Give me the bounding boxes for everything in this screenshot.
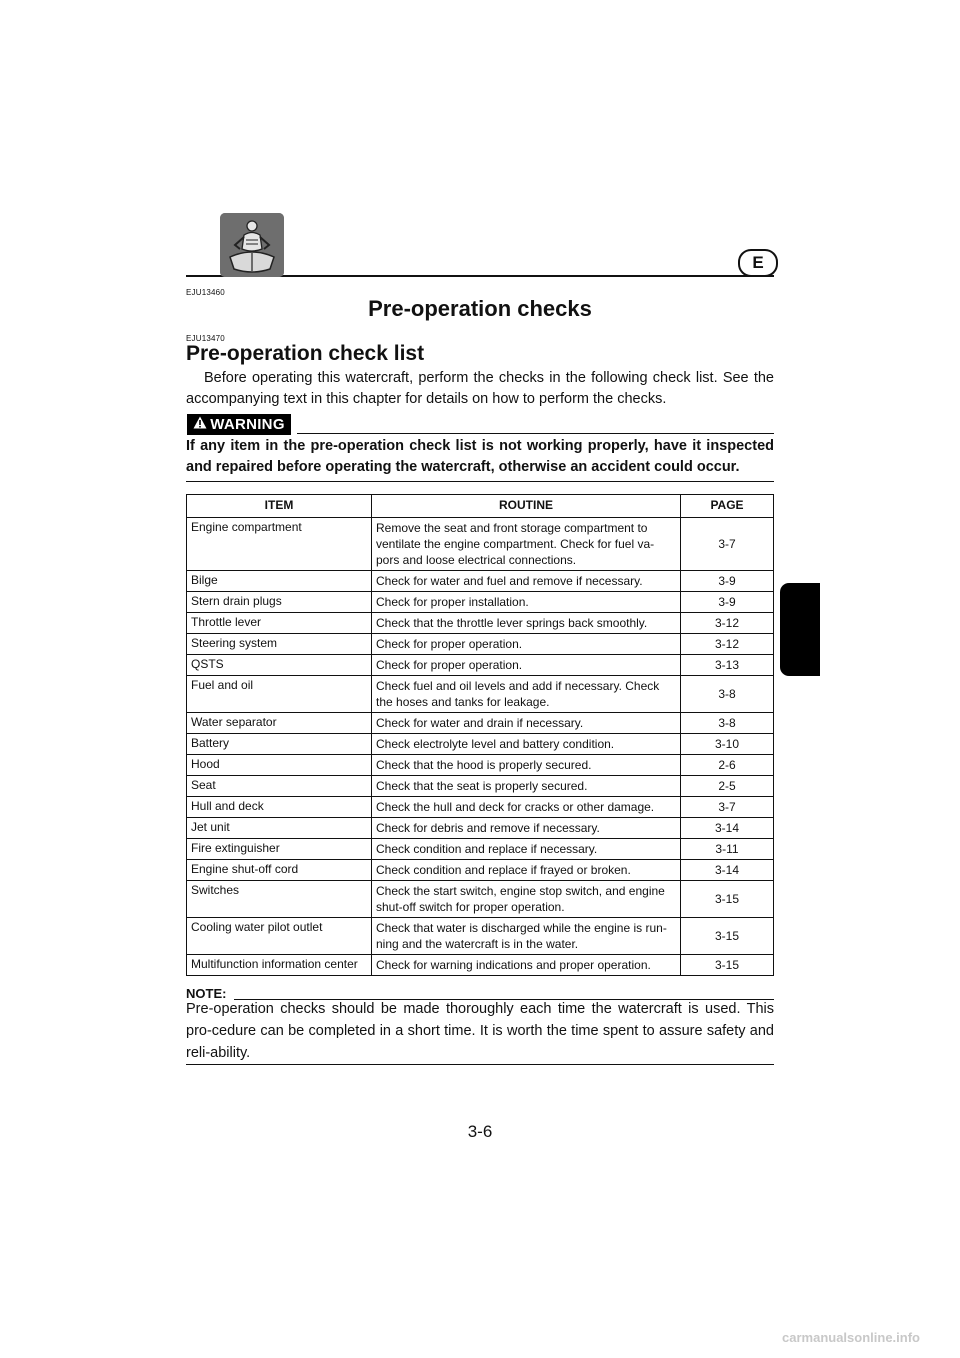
table-row (187, 776, 774, 797)
cell-routine: Check condition and replace if necessary. (372, 839, 681, 860)
table-row (187, 713, 774, 734)
table-row (187, 571, 774, 592)
cell-item: Multifunction information center (187, 955, 372, 976)
chapter-side-tab (780, 583, 820, 676)
cell-item: Engine compartment (187, 518, 372, 571)
column-header-routine: ROUTINE (372, 495, 681, 518)
section-code: EJU13470 (186, 334, 225, 343)
cell-routine: Check the hull and deck for cracks or other damage. (372, 797, 681, 818)
footer-watermark: carmanualsonline.info (782, 1330, 920, 1345)
warning-badge (187, 414, 291, 435)
table-row (187, 655, 774, 676)
cell-page: 3-10 (681, 734, 774, 755)
cell-routine: Check for proper operation. (372, 634, 681, 655)
cell-item: Switches (187, 881, 372, 918)
cell-routine: Check that the hood is properly secured. (372, 755, 681, 776)
cell-item: Hood (187, 755, 372, 776)
cell-page: 3-8 (681, 676, 774, 713)
cell-routine: Check that the throttle lever springs back smoothly. (372, 613, 681, 634)
cell-item: Water separator (187, 713, 372, 734)
warning-text: If any item in the pre-operation check list is not working properly, have it inspected and repaired before operating the watercraft, otherwise an accident could occur. (186, 438, 774, 475)
cell-routine: Check for proper installation. (372, 592, 681, 613)
table-body (187, 518, 774, 976)
cell-page: 3-15 (681, 955, 774, 976)
cell-page: 3-14 (681, 860, 774, 881)
cell-routine: Check for warning indications and proper operation. (372, 955, 681, 976)
table-row (187, 839, 774, 860)
cell-page: 3-12 (681, 634, 774, 655)
cell-page: 3-15 (681, 918, 774, 955)
table-row (187, 676, 774, 713)
cell-item: Bilge (187, 571, 372, 592)
warning-triangle-icon (193, 416, 207, 433)
table-row (187, 518, 774, 571)
table-row (187, 918, 774, 955)
personal-watercraft-rider-icon (220, 213, 284, 277)
table-row (187, 860, 774, 881)
pre-operation-check-table (186, 494, 774, 976)
cell-routine: Remove the seat and front storage compartment to ventilate the engine compartment. Check for fuel va-pors and loose electrical connections. (372, 518, 681, 571)
table-row (187, 592, 774, 613)
table-row (187, 955, 774, 976)
chapter-code: EJU13460 (186, 288, 225, 297)
cell-routine: Check that water is discharged while the engine is run-ning and the watercraft is in the water. (372, 918, 681, 955)
cell-page: 3-9 (681, 592, 774, 613)
cell-page: 3-13 (681, 655, 774, 676)
cell-item: Fire extinguisher (187, 839, 372, 860)
table-row (187, 755, 774, 776)
cell-page: 3-9 (681, 571, 774, 592)
language-badge: E (738, 249, 778, 277)
cell-item: Fuel and oil (187, 676, 372, 713)
cell-item: Steering system (187, 634, 372, 655)
cell-item: Cooling water pilot outlet (187, 918, 372, 955)
intro-paragraph: Before operating this watercraft, perform the checks in the following check list. See the accompanying text in this chapter for details on how to perform the checks. (186, 370, 774, 407)
note-label: NOTE: (186, 986, 227, 1001)
table-row (187, 881, 774, 918)
cell-page: 3-15 (681, 881, 774, 918)
column-header-item: ITEM (187, 495, 372, 518)
table-row (187, 797, 774, 818)
column-header-page: PAGE (681, 495, 774, 518)
table-header-row (187, 495, 774, 518)
cell-item: Throttle lever (187, 613, 372, 634)
cell-item: Jet unit (187, 818, 372, 839)
cell-item: Seat (187, 776, 372, 797)
cell-page: 2-5 (681, 776, 774, 797)
page-title: Pre-operation checks (368, 296, 592, 321)
table-row (187, 613, 774, 634)
cell-page: 3-8 (681, 713, 774, 734)
warning-rule-bottom (186, 481, 774, 482)
table-row (187, 634, 774, 655)
warning-rule-top (297, 433, 774, 434)
cell-page: 3-7 (681, 797, 774, 818)
cell-routine: Check that the seat is properly secured. (372, 776, 681, 797)
cell-item: Hull and deck (187, 797, 372, 818)
cell-routine: Check for water and fuel and remove if necessary. (372, 571, 681, 592)
cell-item: Engine shut-off cord (187, 860, 372, 881)
note-text: Pre-operation checks should be made thoroughly each time the watercraft is used. This pro-cedure can be completed in a short time. It is worth the time spent to assure safety and reli-ability. (186, 1001, 774, 1061)
cell-item: Stern drain plugs (187, 592, 372, 613)
cell-routine: Check for debris and remove if necessary. (372, 818, 681, 839)
cell-routine: Check for water and drain if necessary. (372, 713, 681, 734)
cell-routine: Check for proper operation. (372, 655, 681, 676)
table-row (187, 818, 774, 839)
cell-page: 3-7 (681, 518, 774, 571)
cell-page: 3-14 (681, 818, 774, 839)
cell-item: Battery (187, 734, 372, 755)
cell-item: QSTS (187, 655, 372, 676)
page-number: 3-6 (467, 1122, 493, 1141)
cell-page: 2-6 (681, 755, 774, 776)
cell-page: 3-12 (681, 613, 774, 634)
cell-routine: Check the start switch, engine stop switch, and engine shut-off switch for proper operation. (372, 881, 681, 918)
cell-routine: Check condition and replace if frayed or broken. (372, 860, 681, 881)
section-title: Pre-operation check list (186, 342, 425, 365)
note-rule-bottom (186, 1064, 774, 1065)
warning-label: WARNING (210, 416, 285, 433)
cell-routine: Check fuel and oil levels and add if necessary. Check the hoses and tanks for leakage. (372, 676, 681, 713)
cell-page: 3-11 (681, 839, 774, 860)
cell-routine: Check electrolyte level and battery condition. (372, 734, 681, 755)
table-row (187, 734, 774, 755)
